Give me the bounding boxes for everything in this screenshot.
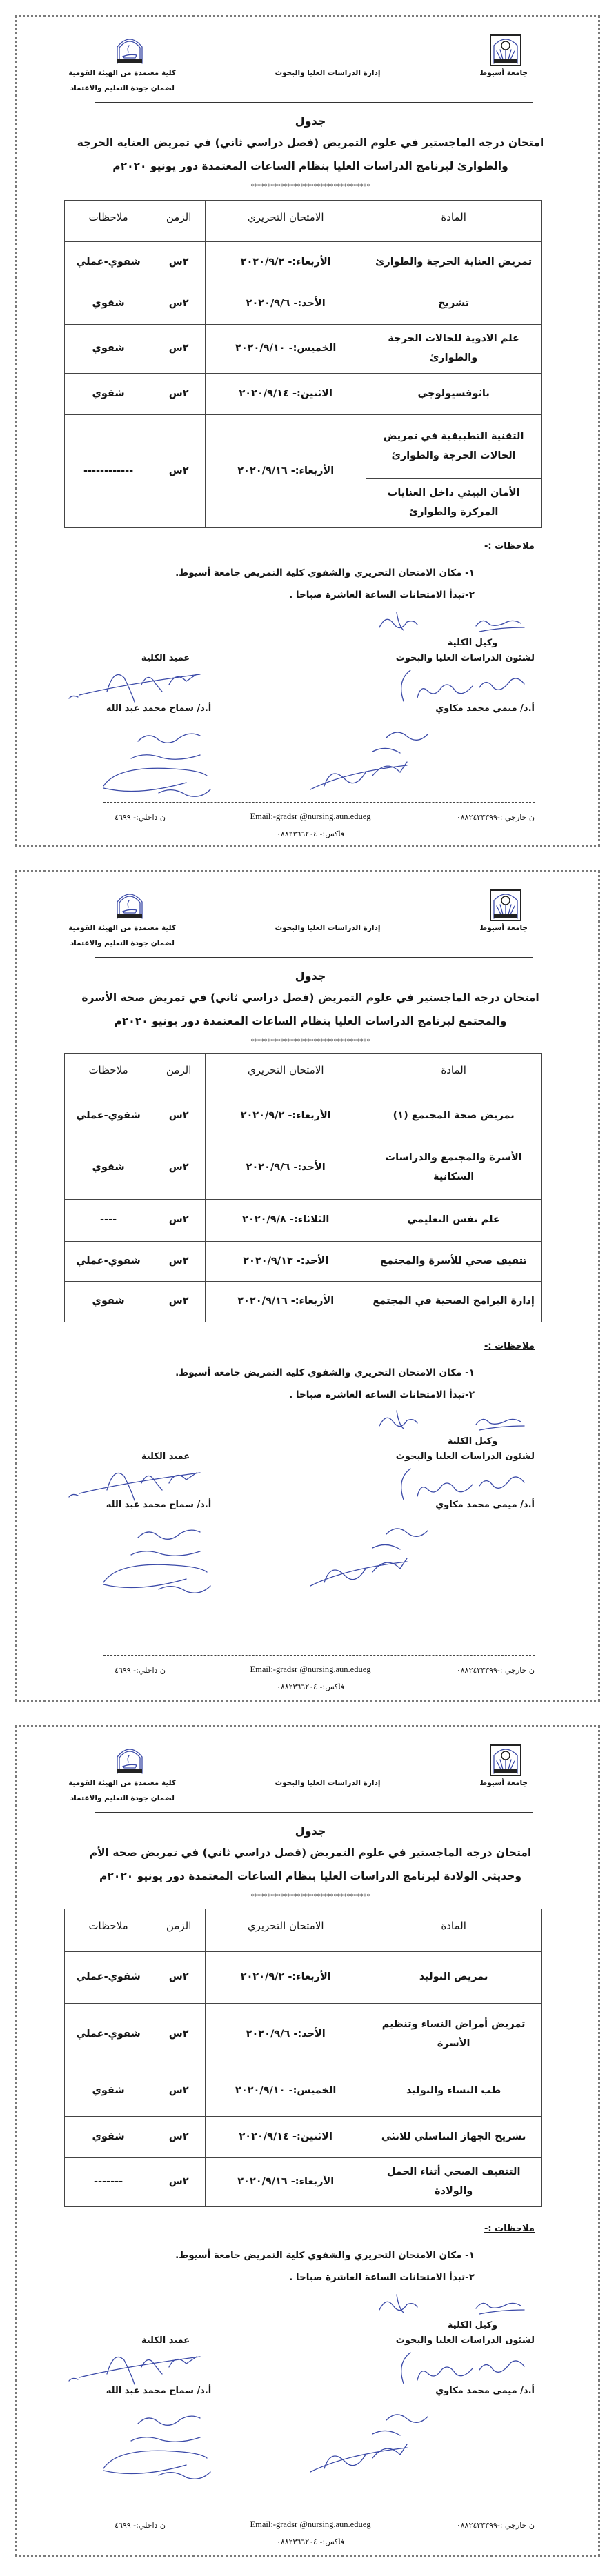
subject-cell: تشريح الجهاز التناسلي للانثي xyxy=(366,2117,542,2158)
duration-cell: ٢س xyxy=(152,283,206,325)
vice-dean-signature xyxy=(397,2349,528,2387)
duration-cell: ٢س xyxy=(152,2158,206,2207)
exam-date-cell: الأحد:- ٢٠٢٠/٩/١٣ xyxy=(206,1242,366,1282)
exam-date-cell: الاثنين:- ٢٠٢٠/٩/١٤ xyxy=(206,374,366,415)
table-row xyxy=(65,415,542,479)
initials-signature xyxy=(366,2289,538,2317)
subject-cell: تمريض أمراض النساء وتنظيم الأسرة xyxy=(366,2004,542,2066)
accreditation-line-1: كلية معتمدة من الهيئة القومية xyxy=(68,1779,176,1787)
table-row xyxy=(65,2004,542,2066)
table-header-row xyxy=(65,1054,542,1096)
university-name: جامعة أسيوط xyxy=(479,924,528,932)
column-header-remarks: ملاحظات xyxy=(65,1054,152,1096)
schedule-heading: جدول xyxy=(295,969,326,983)
vice-dean-name: أ.د/ ميمي محمد مكاوي xyxy=(435,1500,535,1510)
vice-dean-title: وكيل الكلية xyxy=(447,2320,498,2331)
subject-cell: الأمان البيئي داخل العنايات المركزة والطوارئ xyxy=(366,479,542,528)
subject-cell: تمريض التوليد xyxy=(366,1952,542,2004)
header-rule xyxy=(95,957,533,958)
remarks-cell: شفوي-عملي xyxy=(65,242,152,283)
page-3 xyxy=(0,1710,616,2565)
exam-schedule-table xyxy=(64,200,542,528)
header-rule xyxy=(95,1812,533,1813)
exam-date-cell: الخميس:- ٢٠٢٠/٩/١٠ xyxy=(206,325,366,374)
duration-cell: ٢س xyxy=(152,1952,206,2004)
column-header-subject: المادة xyxy=(366,1054,542,1096)
dean-signature xyxy=(66,2346,203,2388)
subject-cell: إدارة البرامج الصحية في المجتمع xyxy=(366,1282,542,1322)
footer-rule xyxy=(103,802,535,803)
vice-dean-title: وكيل الكلية xyxy=(447,1436,498,1447)
handwritten-approval-right xyxy=(304,724,435,800)
table-row xyxy=(65,325,542,374)
note-item: ١- مكان الامتحان التحريري والشفوي كلية التمريض جامعة أسيوط. xyxy=(175,1367,475,1378)
accreditation-line-2: لضمان جودة التعليم والاعتماد xyxy=(70,1794,175,1802)
vice-dean-name: أ.د/ ميمي محمد مكاوي xyxy=(435,2386,535,2396)
remarks-cell: شفوي xyxy=(65,325,152,374)
handwritten-approval-right xyxy=(304,1520,435,1596)
subject-cell: باثوفسيولوجي xyxy=(366,374,542,415)
duration-cell: ٢س xyxy=(152,1200,206,1242)
exam-schedule-table xyxy=(64,1053,542,1322)
remarks-cell: شفوي-عملي xyxy=(65,2004,152,2066)
exam-date-cell: الأحد:- ٢٠٢٠/٩/٦ xyxy=(206,1136,366,1200)
table-header-row xyxy=(65,1909,542,1952)
table-row xyxy=(65,242,542,283)
schedule-title-line-2: والمجتمع لبرنامج الدراسات العليا بنظام الساعات المعتمدة دور يونيو ٢٠٢٠م xyxy=(114,1015,507,1027)
university-logo-icon xyxy=(488,1743,523,1778)
remarks-cell: شفوي xyxy=(65,1282,152,1322)
duration-cell: ٢س xyxy=(152,325,206,374)
handwritten-approval-left xyxy=(97,727,235,803)
internal-phone: ن داخلي:- ٤٦٩٩ xyxy=(115,2521,166,2530)
subject-cell: التقنية التطبيقية في تمريض الحالات الحرجة والطوارئ xyxy=(366,415,542,479)
remarks-cell: ------------ xyxy=(65,415,152,528)
exam-date-cell: الأربعاء:- ٢٠٢٠/٩/٢ xyxy=(206,1952,366,2004)
university-logo-icon xyxy=(488,33,523,68)
exam-schedule-table xyxy=(64,1909,542,2207)
exam-date-cell: الأربعاء:- ٢٠٢٠/٩/١٦ xyxy=(206,1282,366,1322)
vice-dean-office: لشئون الدراسات العليا والبحوث xyxy=(395,653,535,663)
duration-cell: ٢س xyxy=(152,242,206,283)
initials-signature xyxy=(366,607,538,634)
subject-cell: تشريح xyxy=(366,283,542,325)
duration-cell: ٢س xyxy=(152,2066,206,2117)
table-row xyxy=(65,2066,542,2117)
table-row xyxy=(65,2117,542,2158)
handwritten-approval-left xyxy=(97,2410,235,2486)
schedule-heading: جدول xyxy=(295,114,326,128)
table-row xyxy=(65,1096,542,1136)
table-row xyxy=(65,1282,542,1322)
subject-cell: تثقيف صحي للأسرة والمجتمع xyxy=(366,1242,542,1282)
header-rule xyxy=(95,102,533,103)
notes-label: ملاحظات :- xyxy=(484,541,535,552)
internal-phone: ن داخلي:- ٤٦٩٩ xyxy=(115,813,166,822)
table-header-row xyxy=(65,201,542,242)
subject-cell: طب النساء والتوليد xyxy=(366,2066,542,2117)
subject-cell: تمريض صحة المجتمع (١) xyxy=(366,1096,542,1136)
department-name: إدارة الدراسات العليا والبحوث xyxy=(275,1779,381,1787)
footer-email: Email:-gradsr @nursing.aun.edueg xyxy=(250,812,371,821)
duration-cell: ٢س xyxy=(152,1136,206,1200)
notes-label: ملاحظات :- xyxy=(484,2224,535,2234)
department-name: إدارة الدراسات العليا والبحوث xyxy=(275,69,381,77)
duration-cell: ٢س xyxy=(152,2117,206,2158)
accreditation-line-1: كلية معتمدة من الهيئة القومية xyxy=(68,69,176,77)
remarks-cell: ---- xyxy=(65,1200,152,1242)
fax-number: فاكس:- ٠٨٨٢٣٦٦٢٠٤ xyxy=(276,829,345,838)
column-header-remarks: ملاحظات xyxy=(65,201,152,242)
vice-dean-signature xyxy=(397,667,528,705)
remarks-cell: شفوي-عملي xyxy=(65,1952,152,2004)
exam-date-cell: الاثنين:- ٢٠٢٠/٩/١٤ xyxy=(206,2117,366,2158)
vice-dean-title: وكيل الكلية xyxy=(447,638,498,648)
vice-dean-name: أ.د/ ميمي محمد مكاوي xyxy=(435,703,535,714)
column-header-written-exam: الامتحان التحريري xyxy=(206,1909,366,1952)
accreditation-line-2: لضمان جودة التعليم والاعتماد xyxy=(70,84,175,92)
table-row xyxy=(65,283,542,325)
accreditation-line-2: لضمان جودة التعليم والاعتماد xyxy=(70,939,175,947)
column-header-duration: الزمن xyxy=(152,201,206,242)
table-row xyxy=(65,374,542,415)
handwritten-approval-right xyxy=(304,2406,435,2482)
remarks-cell: شفوي xyxy=(65,1136,152,1200)
duration-cell: ٢س xyxy=(152,415,206,528)
dean-name: أ.د/ سماح محمد عبد الله xyxy=(106,703,212,714)
external-phone: ن خارجي :-٠٨٨٢٤٢٣٣٩٩ xyxy=(456,2521,535,2530)
note-item: ٢-تبدأ الامتحانات الساعة العاشرة صباحا . xyxy=(289,1389,475,1400)
title-separator: ************************************ xyxy=(250,1893,370,1900)
faculty-logo-icon xyxy=(113,888,146,920)
schedule-title-line-1: امتحان درجة الماجستير في علوم التمريض (فصل دراسي ثاني) في تمريض صحة الأسرة xyxy=(81,992,539,1004)
vice-dean-office: لشئون الدراسات العليا والبحوث xyxy=(395,1451,535,1462)
table-row xyxy=(65,1200,542,1242)
footer-email: Email:-gradsr @nursing.aun.edueg xyxy=(250,1664,371,1674)
exam-date-cell: الأربعاء:- ٢٠٢٠/٩/٢ xyxy=(206,242,366,283)
column-header-subject: المادة xyxy=(366,1909,542,1952)
subject-cell: الأسرة والمجتمع والدراسات السكانية xyxy=(366,1136,542,1200)
note-item: ٢-تبدأ الامتحانات الساعة العاشرة صباحا . xyxy=(289,2272,475,2283)
remarks-cell: شفوي xyxy=(65,283,152,325)
duration-cell: ٢س xyxy=(152,1282,206,1322)
title-separator: ************************************ xyxy=(250,1038,370,1045)
remarks-cell: شفوي xyxy=(65,2117,152,2158)
note-item: ١- مكان الامتحان التحريري والشفوي كلية التمريض جامعة أسيوط. xyxy=(175,2250,475,2261)
table-row xyxy=(65,2158,542,2207)
dean-name: أ.د/ سماح محمد عبد الله xyxy=(106,1500,212,1510)
remarks-cell: ------- xyxy=(65,2158,152,2207)
exam-date-cell: الثلاثاء:- ٢٠٢٠/٩/٨ xyxy=(206,1200,366,1242)
remarks-cell: شفوي-عملي xyxy=(65,1096,152,1136)
exam-date-cell: الأربعاء:- ٢٠٢٠/٩/٢ xyxy=(206,1096,366,1136)
subject-cell: التثقيف الصحي أثناء الحمل والولادة xyxy=(366,2158,542,2207)
remarks-cell: شفوي xyxy=(65,374,152,415)
page-1 xyxy=(0,0,616,855)
schedule-title-line-1: امتحان درجة الماجستير في علوم التمريض (فصل دراسي ثاني) في تمريض صحة الأم xyxy=(89,1847,532,1859)
dean-signature xyxy=(66,664,203,705)
column-header-subject: المادة xyxy=(366,201,542,242)
accreditation-line-1: كلية معتمدة من الهيئة القومية xyxy=(68,924,176,932)
page-2 xyxy=(0,855,616,1710)
notes-label: ملاحظات :- xyxy=(484,1341,535,1351)
department-name: إدارة الدراسات العليا والبحوث xyxy=(275,924,381,932)
remarks-cell: شفوي xyxy=(65,2066,152,2117)
column-header-duration: الزمن xyxy=(152,1054,206,1096)
schedule-title-line-2: وحديثي الولادة لبرنامج الدراسات العليا بنظام الساعات المعتمدة دور يونيو ٢٠٢٠م xyxy=(99,1870,521,1882)
schedule-title-line-2: والطوارئ لبرنامج الدراسات العليا بنظام الساعات المعتمدة دور يونيو ٢٠٢٠م xyxy=(112,160,508,172)
column-header-remarks: ملاحظات xyxy=(65,1909,152,1952)
subject-cell: علم الادوية للحالات الحرجة والطوارئ xyxy=(366,325,542,374)
note-item: ٢-تبدأ الامتحانات الساعة العاشرة صباحا . xyxy=(289,590,475,601)
fax-number: فاكس:- ٠٨٨٢٣٦٦٢٠٤ xyxy=(276,2537,345,2546)
title-separator: ************************************ xyxy=(250,183,370,190)
dean-signature xyxy=(66,1462,203,1504)
exam-date-cell: الأحد:- ٢٠٢٠/٩/٦ xyxy=(206,283,366,325)
dean-title: عميد الكلية xyxy=(141,653,190,663)
footer-rule xyxy=(103,1655,535,1656)
university-logo-icon xyxy=(488,888,523,923)
internal-phone: ن داخلي:- ٤٦٩٩ xyxy=(115,1666,166,1675)
remarks-cell: شفوي-عملي xyxy=(65,1242,152,1282)
schedule-heading: جدول xyxy=(295,1824,326,1838)
duration-cell: ٢س xyxy=(152,374,206,415)
faculty-logo-icon xyxy=(113,33,146,65)
subject-cell: علم نفس التعليمي xyxy=(366,1200,542,1242)
duration-cell: ٢س xyxy=(152,1242,206,1282)
dean-name: أ.د/ سماح محمد عبد الله xyxy=(106,2386,212,2396)
subject-cell: تمريض العناية الحرجة والطوارئ xyxy=(366,242,542,283)
university-name: جامعة أسيوط xyxy=(479,1779,528,1787)
external-phone: ن خارجي :-٠٨٨٢٤٢٣٣٩٩ xyxy=(456,1666,535,1675)
column-header-duration: الزمن xyxy=(152,1909,206,1952)
external-phone: ن خارجي :-٠٨٨٢٤٢٣٣٩٩ xyxy=(456,813,535,822)
table-row xyxy=(65,1136,542,1200)
initials-signature xyxy=(366,1405,538,1433)
fax-number: فاكس:- ٠٨٨٢٣٦٦٢٠٤ xyxy=(276,1682,345,1691)
exam-date-cell: الأربعاء:- ٢٠٢٠/٩/١٦ xyxy=(206,415,366,528)
duration-cell: ٢س xyxy=(152,1096,206,1136)
table-row xyxy=(65,1952,542,2004)
duration-cell: ٢س xyxy=(152,2004,206,2066)
column-header-written-exam: الامتحان التحريري xyxy=(206,201,366,242)
footer-email: Email:-gradsr @nursing.aun.edueg xyxy=(250,2519,371,2529)
vice-dean-signature xyxy=(397,1465,528,1503)
vice-dean-office: لشئون الدراسات العليا والبحوث xyxy=(395,2335,535,2346)
faculty-logo-icon xyxy=(113,1743,146,1775)
dean-title: عميد الكلية xyxy=(141,1451,190,1462)
table-row xyxy=(65,1242,542,1282)
schedule-title-line-1: امتحان درجة الماجستير في علوم التمريض (فصل دراسي ثاني) في تمريض العناية الحرجة xyxy=(77,137,544,149)
exam-date-cell: الأحد:- ٢٠٢٠/٩/٦ xyxy=(206,2004,366,2066)
university-name: جامعة أسيوط xyxy=(479,69,528,77)
note-item: ١- مكان الامتحان التحريري والشفوي كلية التمريض جامعة أسيوط. xyxy=(175,567,475,578)
exam-date-cell: الأربعاء:- ٢٠٢٠/٩/١٦ xyxy=(206,2158,366,2207)
dean-title: عميد الكلية xyxy=(141,2335,190,2346)
column-header-written-exam: الامتحان التحريري xyxy=(206,1054,366,1096)
handwritten-approval-left xyxy=(97,1524,235,1600)
exam-date-cell: الخميس:- ٢٠٢٠/٩/١٠ xyxy=(206,2066,366,2117)
